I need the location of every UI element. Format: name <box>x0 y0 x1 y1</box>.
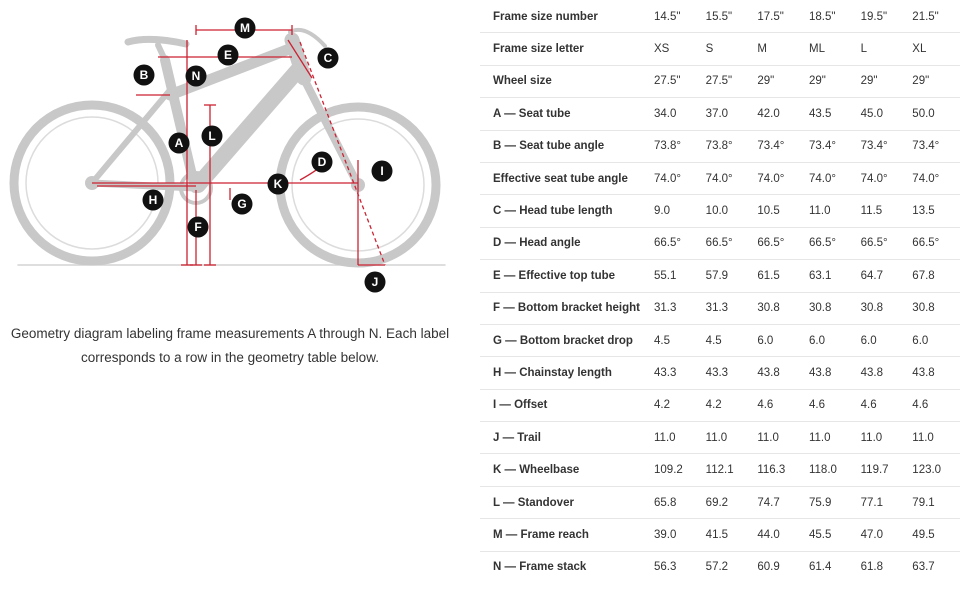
table-cell: 77.1 <box>857 486 909 518</box>
badge-label: I <box>380 164 384 179</box>
table-row <box>480 551 960 583</box>
table-cell: 10.0 <box>702 195 754 227</box>
table-row <box>480 195 960 227</box>
row-label: Frame size number <box>493 10 598 23</box>
table-row <box>480 65 960 97</box>
table-cell: 73.8° <box>702 130 754 162</box>
table-cell: L <box>857 33 909 65</box>
badge-label: D <box>317 155 327 170</box>
table-cell: 13.5 <box>908 195 960 227</box>
badge-label: A <box>174 136 184 151</box>
badge-label: G <box>237 197 247 212</box>
table-cell: 61.4 <box>805 551 857 583</box>
table-cell: 14.5" <box>654 10 681 23</box>
badge-label: B <box>139 68 149 83</box>
badge-e <box>218 45 239 66</box>
row-label: F — Bottom bracket height <box>480 292 650 324</box>
table-cell: 73.4° <box>805 130 857 162</box>
row-label: H — Chainstay length <box>480 357 650 389</box>
table-cell: 74.0° <box>805 162 857 194</box>
table-cell: 66.5° <box>702 227 754 259</box>
table-cell: 112.1 <box>702 454 754 486</box>
table-cell: 11.0 <box>908 422 960 454</box>
table-row <box>480 454 960 486</box>
table-cell: M <box>753 33 805 65</box>
table-cell: 69.2 <box>702 486 754 518</box>
table-cell: 4.5 <box>650 324 702 356</box>
badge-label: M <box>240 21 250 36</box>
table-cell: 47.0 <box>857 519 909 551</box>
table-cell: ML <box>805 33 857 65</box>
row-label: M — Frame reach <box>480 519 650 551</box>
table-cell: 9.0 <box>650 195 702 227</box>
table-cell: 75.9 <box>805 486 857 518</box>
table-cell: 6.0 <box>908 324 960 356</box>
table-cell: 37.0 <box>702 98 754 130</box>
table-cell: 109.2 <box>650 454 702 486</box>
table-cell: 15.5" <box>705 10 733 23</box>
badge-a <box>169 133 190 154</box>
table-cell: 31.3 <box>650 292 702 324</box>
table-row <box>480 1 960 33</box>
table-cell: 31.3 <box>702 292 754 324</box>
table-cell: 49.5 <box>908 519 960 551</box>
badge-n <box>186 66 207 87</box>
table-cell: XS <box>650 33 702 65</box>
table-cell: 64.7 <box>857 260 909 292</box>
table-cell: 39.0 <box>650 519 702 551</box>
table-cell: 67.8 <box>908 260 960 292</box>
table-cell: 116.3 <box>753 454 805 486</box>
table-row <box>480 292 960 324</box>
table-cell: 34.0 <box>650 98 702 130</box>
table-row <box>480 130 960 162</box>
row-label: B — Seat tube angle <box>480 130 650 162</box>
row-label: E — Effective top tube <box>480 260 650 292</box>
table-cell: 4.2 <box>702 389 754 421</box>
table-cell: 11.0 <box>650 422 702 454</box>
table-cell: 4.2 <box>650 389 702 421</box>
table-cell: 43.8 <box>753 357 805 389</box>
table-cell: 30.8 <box>753 292 805 324</box>
table-cell: 60.9 <box>753 551 805 583</box>
table-cell: 43.3 <box>650 357 702 389</box>
table-cell: 29" <box>857 65 909 97</box>
badge-label: H <box>148 193 158 208</box>
table-row <box>480 324 960 356</box>
table-cell: 29" <box>805 65 857 97</box>
row-label: I — Offset <box>480 389 650 421</box>
table-cell: 42.0 <box>753 98 805 130</box>
table-cell: 11.0 <box>857 422 909 454</box>
table-cell: 119.7 <box>857 454 909 486</box>
badge-i <box>372 161 393 182</box>
row-label: K — Wheelbase <box>480 454 650 486</box>
badge-label: C <box>323 51 333 66</box>
badge-label: L <box>208 129 216 144</box>
row-label: Wheel size <box>480 65 650 97</box>
badge-c <box>318 48 339 69</box>
table-row <box>480 162 960 194</box>
geometry-diagram <box>0 0 470 300</box>
table-cell: 45.0 <box>857 98 909 130</box>
badge-label: E <box>223 48 233 63</box>
badge-d <box>312 152 333 173</box>
table-cell: 123.0 <box>908 454 960 486</box>
table-cell: 30.8 <box>857 292 909 324</box>
table-cell: 74.0° <box>857 162 909 194</box>
table-cell: 4.6 <box>857 389 909 421</box>
badge-h <box>143 190 164 211</box>
table-cell: 74.0° <box>702 162 754 194</box>
table-row <box>480 227 960 259</box>
table-row <box>480 33 960 65</box>
table-cell: 79.1 <box>908 486 960 518</box>
table-row <box>480 98 960 130</box>
table-cell: 74.7 <box>753 486 805 518</box>
table-cell: 74.0° <box>753 162 805 194</box>
badge-label: F <box>194 220 202 235</box>
geometry-table <box>480 1 960 583</box>
table-cell: 56.3 <box>650 551 702 583</box>
table-cell: 57.9 <box>702 260 754 292</box>
table-cell: 29" <box>753 65 805 97</box>
table-cell: 6.0 <box>753 324 805 356</box>
table-cell: 63.1 <box>805 260 857 292</box>
table-row <box>480 422 960 454</box>
diagram-caption: Geometry diagram labeling frame measurements A through N. Each label corresponds to a row in the geometry table below. <box>10 326 450 365</box>
table-row <box>480 486 960 518</box>
table-cell: 43.8 <box>908 357 960 389</box>
table-cell: 45.5 <box>805 519 857 551</box>
table-cell: XL <box>908 33 960 65</box>
table-cell: 66.5° <box>753 227 805 259</box>
table-cell: 118.0 <box>805 454 857 486</box>
table-cell: 74.0° <box>650 162 702 194</box>
table-cell: 4.6 <box>753 389 805 421</box>
table-cell: 10.5 <box>753 195 805 227</box>
table-cell: 29" <box>908 65 960 97</box>
table-cell: 11.0 <box>805 195 857 227</box>
row-label: G — Bottom bracket drop <box>480 324 650 356</box>
table-cell: 73.8° <box>650 130 702 162</box>
table-cell: 11.0 <box>702 422 754 454</box>
table-cell: 27.5" <box>650 65 702 97</box>
table-cell: 74.0° <box>908 162 960 194</box>
badge-f <box>188 217 209 238</box>
table-cell: 43.8 <box>805 357 857 389</box>
row-label: L — Standover <box>480 486 650 518</box>
table-cell: 43.5 <box>805 98 857 130</box>
table-cell: 11.0 <box>805 422 857 454</box>
table-row <box>480 260 960 292</box>
badge-g <box>232 194 253 215</box>
badge-m <box>235 18 256 39</box>
table-cell: 30.8 <box>908 292 960 324</box>
table-cell: 66.5° <box>805 227 857 259</box>
table-cell: 21.5" <box>912 10 939 23</box>
table-cell: 11.0 <box>753 422 805 454</box>
badge-label: K <box>273 177 283 192</box>
table-cell: 17.5" <box>757 10 784 23</box>
table-cell: 30.8 <box>805 292 857 324</box>
table-cell: 43.3 <box>702 357 754 389</box>
table-cell: 55.1 <box>650 260 702 292</box>
table-cell: 4.6 <box>805 389 857 421</box>
table-cell: 61.8 <box>857 551 909 583</box>
table-cell: 50.0 <box>908 98 960 130</box>
table-cell: 73.4° <box>857 130 909 162</box>
table-cell: 61.5 <box>753 260 805 292</box>
table-cell: 6.0 <box>857 324 909 356</box>
table-cell: 73.4° <box>908 130 960 162</box>
row-label: D — Head angle <box>480 227 650 259</box>
table-cell: 66.5° <box>857 227 909 259</box>
table-cell: 73.4° <box>753 130 805 162</box>
badge-l <box>202 126 223 147</box>
table-cell: 66.5° <box>908 227 960 259</box>
table-cell: 57.2 <box>702 551 754 583</box>
table-cell: S <box>702 33 754 65</box>
badge-label: N <box>191 69 201 84</box>
badge-k <box>268 174 289 195</box>
row-label: A — Seat tube <box>480 98 650 130</box>
table-row <box>480 389 960 421</box>
row-label: J — Trail <box>480 422 650 454</box>
table-cell: 19.5" <box>860 10 888 23</box>
row-label: Effective seat tube angle <box>480 162 650 194</box>
table-cell: 44.0 <box>753 519 805 551</box>
table-cell: 63.7 <box>908 551 960 583</box>
badge-label: J <box>371 275 379 290</box>
row-label: C — Head tube length <box>480 195 650 227</box>
badge-j <box>365 272 386 293</box>
table-cell: 41.5 <box>702 519 754 551</box>
table-cell: 66.5° <box>650 227 702 259</box>
row-label: N — Frame stack <box>480 551 650 583</box>
badge-b <box>134 65 155 86</box>
table-cell: 6.0 <box>805 324 857 356</box>
table-cell: 11.5 <box>857 195 909 227</box>
table-cell: 43.8 <box>857 357 909 389</box>
table-row <box>480 357 960 389</box>
table-cell: 27.5" <box>702 65 754 97</box>
table-cell: 4.5 <box>702 324 754 356</box>
table-cell: 65.8 <box>650 486 702 518</box>
table-cell: 4.6 <box>908 389 960 421</box>
table-row <box>480 519 960 551</box>
table-cell: 18.5" <box>808 10 836 23</box>
row-label: Frame size letter <box>480 33 650 65</box>
